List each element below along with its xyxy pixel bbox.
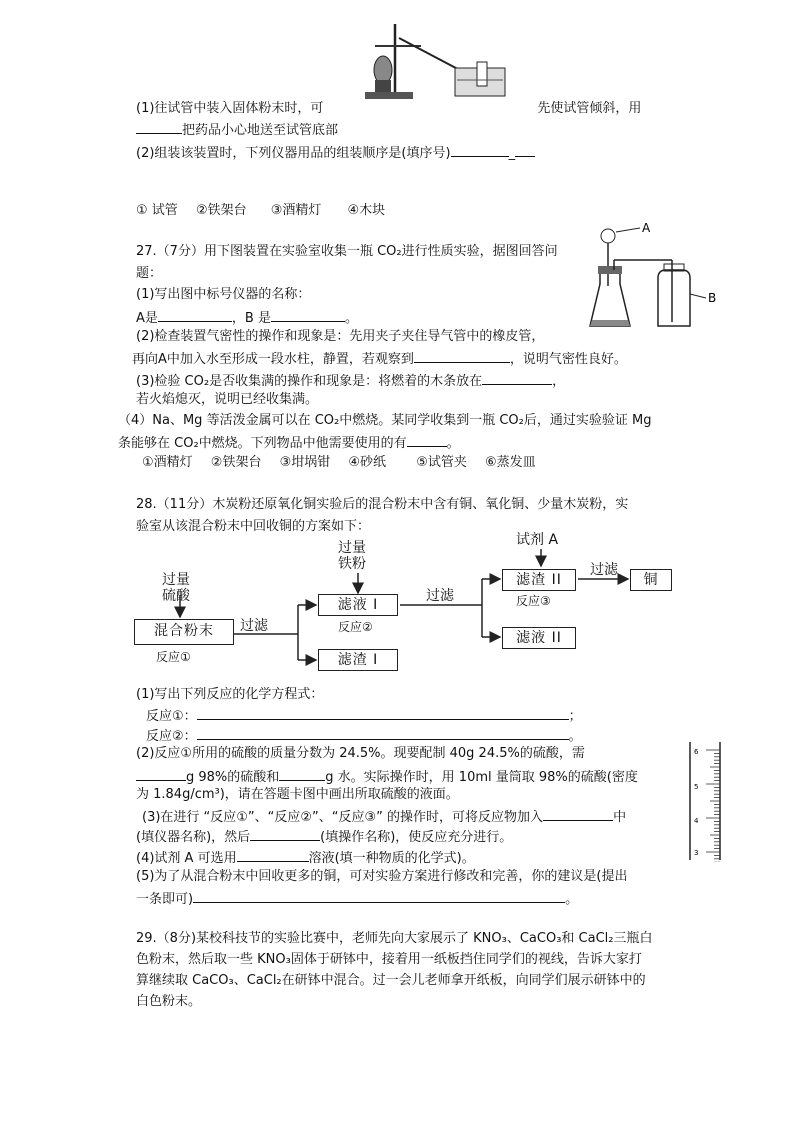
- q28-s2-line3: 为 1.84g/cm³)，请在答题卡图中画出所取硫酸的液面。: [136, 787, 459, 802]
- q29-line-1: 29.（8分)某校科技节的实验比赛中，老师先向大家展示了 KNO₃、CaCO₃和 CaCl₂三瓶白: [136, 931, 653, 946]
- q28-s3-a2: 中: [613, 810, 627, 825]
- q27-s3-a: (3)检验 CO₂是否收集满的操作和现象是：将燃着的木条放在: [136, 374, 483, 389]
- q28-r2-label: 反应②：: [146, 729, 197, 744]
- cylinder-ticks: [706, 750, 720, 862]
- q28-r2-end: 。: [568, 729, 582, 744]
- q27-s2-c: ，说明气密性良好。: [509, 352, 627, 367]
- q27-s1-answers: [136, 307, 358, 328]
- q26-options: [136, 202, 385, 220]
- q28-s4-b: 溶液(填一种物质的化学式)。: [308, 851, 475, 866]
- q26-order-blank[interactable]: [451, 142, 509, 157]
- q26-part1-text-b: 先使试管倾斜，用: [537, 101, 642, 116]
- q26-option: ④木块: [347, 203, 386, 218]
- q27-option: ②铁架台: [210, 455, 262, 470]
- filter-3-label: 过滤: [590, 562, 618, 578]
- q26-option: ③酒精灯: [270, 203, 322, 218]
- q28-s3-b1: (填仪器名称)，然后: [136, 830, 251, 845]
- residue-2-box: 滤渣 II: [502, 569, 576, 591]
- q27-s2-b: 再向A中加入水至形成一段水柱，静置，若观察到: [132, 352, 414, 367]
- cylinder-tick-label: 5: [694, 783, 699, 791]
- q28-s5-end: 。: [565, 892, 579, 907]
- q27-s3-end: ，: [552, 374, 566, 389]
- q28-s2-b2: g 水。实际操作时，用 10ml 量筒取 98%的硫酸(密度: [325, 770, 638, 785]
- reaction-1-label: 反应①: [156, 650, 191, 664]
- q27-options: [142, 454, 536, 472]
- q27-header-2: 题：: [136, 266, 163, 281]
- q27-s3-line1: [136, 370, 565, 391]
- q28-header-1: 28.（11分）木炭粉还原氧化铜实验后的混合粉末中含有铜、氧化铜、少量木炭粉，实: [136, 497, 629, 512]
- q28-s2-line2: [136, 766, 638, 787]
- reagent-a-label: 试剂 A: [516, 532, 559, 548]
- q27-option: ③坩埚钳: [279, 455, 331, 470]
- q29-line-2: 色粉末，然后取一些 KNO₃固体于研钵中，接着用一纸板挡住同学们的视线，告诉大家打: [136, 952, 642, 967]
- q28-vessel-blank[interactable]: [543, 806, 613, 821]
- filtrate-1-box: 滤液 I: [318, 594, 398, 616]
- q27-b-blank[interactable]: [271, 307, 345, 322]
- q26-order-blank-2[interactable]: [515, 142, 535, 157]
- filter-2-label: 过滤: [426, 588, 454, 604]
- q27-s2-line2: [132, 348, 627, 369]
- q26-option: ②铁架台: [195, 203, 247, 218]
- residue-1-box: 滤渣 I: [318, 649, 398, 671]
- q27-s4-b: 条能够在 CO₂中燃烧。下列物品中他需要使用的有: [118, 436, 407, 451]
- q27-s1-b-label: ，B 是: [231, 311, 271, 326]
- q28-s5-line2: [136, 888, 578, 909]
- q26-part1-text-c: 把药品小心地送至试管底部: [182, 123, 339, 138]
- q28-s1: (1)写出下列反应的化学方程式：: [136, 687, 324, 702]
- copper-box: 铜: [630, 569, 672, 591]
- q27-s1-end: 。: [344, 311, 358, 326]
- q28-r2-equation-blank[interactable]: [197, 725, 569, 740]
- sulfuric-acid-label: 硫酸: [162, 588, 190, 604]
- q28-s5-line1: (5)为了从混合粉末中回收更多的铜，可对实验方案进行修改和完善，你的建议是(提出: [136, 869, 628, 884]
- reaction-3-label: 反应③: [516, 594, 551, 608]
- heating-apparatus-figure: [355, 20, 515, 102]
- q27-option: ⑥蒸发皿: [484, 455, 536, 470]
- q28-s1-r1: [146, 705, 582, 726]
- q28-s5-b: 一条即可): [136, 892, 194, 907]
- q26-part2-text: (2)组装该装置时，下列仪器用品的组装顺序是(填序号): [136, 146, 451, 161]
- q28-s3-line2: [136, 826, 512, 847]
- recovery-flowchart: [120, 532, 700, 675]
- fig-label-b: B: [708, 291, 717, 305]
- q28-r1-equation-blank[interactable]: [197, 705, 569, 720]
- q28-operation-blank[interactable]: [250, 826, 320, 841]
- q28-header-2: 验室从该混合粉末中回收铜的方案如下：: [136, 519, 371, 534]
- q28-s2-b1: g 98%的硫酸和: [186, 770, 280, 785]
- excess-label-2: 过量: [338, 540, 366, 556]
- q27-header-1: 27.（7分）用下图装置在实验室收集一瓶 CO₂进行性质实验，据图回答问: [136, 244, 558, 259]
- q28-suggestion-blank[interactable]: [193, 888, 565, 903]
- q27-s3-line2: 若火焰熄灭，说明已经收集满。: [136, 392, 319, 407]
- q29-line-3: 算继续取 CaCO₃、CaCl₂在研钵中混合。过一会儿老师拿开纸板，向同学们展示研钵中的: [136, 973, 646, 988]
- q28-reagent-blank[interactable]: [237, 847, 309, 862]
- mixed-powder-box: 混合粉末: [134, 619, 234, 645]
- q27-observe-blank[interactable]: [414, 348, 510, 363]
- measuring-cylinder-figure: [688, 740, 728, 862]
- q27-s4-line2: [118, 432, 460, 453]
- q28-r1-label: 反应①：: [146, 709, 197, 724]
- iron-powder-label: 铁粉: [338, 556, 366, 572]
- q28-s4: [136, 847, 475, 868]
- q28-acid-mass-blank[interactable]: [136, 766, 186, 781]
- q27-a-blank[interactable]: [158, 307, 232, 322]
- q27-items-blank[interactable]: [407, 432, 447, 447]
- q26-tool-blank[interactable]: [136, 119, 182, 134]
- q28-r1-end: ；: [568, 709, 582, 724]
- q28-s4-a: (4)试剂 A 可选用: [136, 851, 237, 866]
- filtrate-2-box: 滤液 II: [502, 627, 576, 649]
- q26-blank-sep: _: [508, 146, 516, 161]
- q27-s1-a-label: A是: [136, 311, 158, 326]
- cylinder-tick-label: 6: [694, 748, 699, 756]
- cylinder-tick-label: 4: [694, 817, 699, 825]
- excess-label: 过量: [162, 572, 190, 588]
- q27-s2-line1: (2)检查装置气密性的操作和现象是：先用夹子夹住导气管中的橡皮管，: [136, 329, 545, 344]
- filter-1-label: 过滤: [240, 618, 268, 634]
- fig-label-a: A: [642, 222, 651, 235]
- q26-part2: [136, 142, 535, 163]
- q29-line-4: 白色粉末。: [136, 994, 202, 1009]
- flowchart-arrows: [120, 535, 700, 675]
- q27-option: ⑤试管夹: [416, 455, 467, 470]
- cylinder-tick-label: 3: [694, 849, 699, 857]
- q27-s4-line1: （4）Na、Mg 等活泼金属可以在 CO₂中燃烧。某同学收集到一瓶 CO₂后，通过实验验证 Mg: [118, 413, 652, 428]
- co2-collection-figure: [588, 222, 728, 334]
- q26-part1-line1: [136, 98, 641, 118]
- q27-option: ①酒精灯: [142, 455, 193, 470]
- q28-water-mass-blank[interactable]: [279, 766, 325, 781]
- q28-s2-line1: (2)反应①所用的硫酸的质量分数为 24.5%。现要配制 40g 24.5%的硫酸，需: [136, 746, 585, 761]
- q28-s1-r2: [146, 725, 582, 746]
- q26-part1-text-a: (1)往试管中装入固体粉末时，可: [136, 101, 324, 116]
- q26-part1-line2: [136, 119, 338, 140]
- q28-s3-a1: (3)在进行 “反应①”、“反应②”、“反应③” 的操作时，可将反应物加入: [142, 810, 544, 825]
- q26-option: ① 试管: [136, 203, 178, 218]
- q28-s3-line1: [142, 806, 626, 827]
- reaction-2-label: 反应②: [338, 620, 373, 634]
- q27-s1: (1)写出图中标号仪器的名称：: [136, 287, 311, 302]
- q27-s4-end: 。: [446, 436, 460, 451]
- q27-option: ④砂纸: [348, 455, 387, 470]
- q28-s3-b2: (填操作名称)，使反应充分进行。: [320, 830, 513, 845]
- q27-position-blank[interactable]: [482, 370, 552, 385]
